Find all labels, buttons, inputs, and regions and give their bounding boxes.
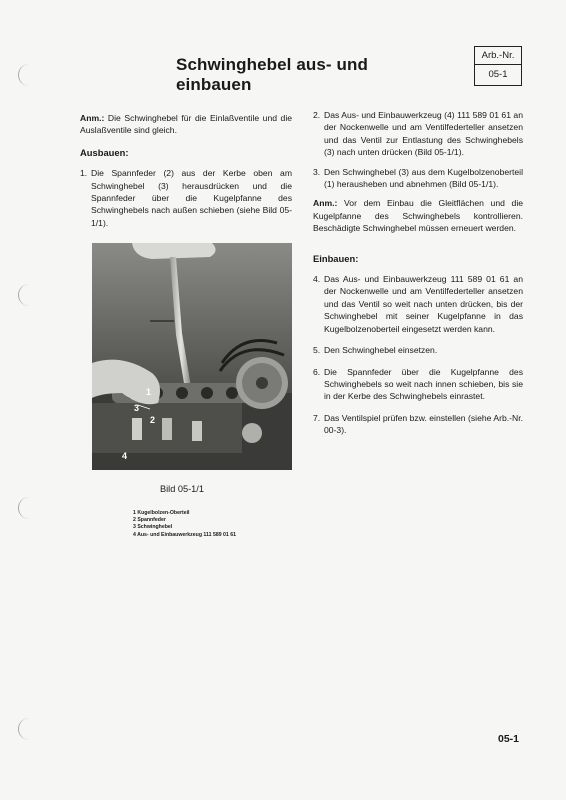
step-number: 5. xyxy=(313,345,321,356)
binder-hole xyxy=(18,718,33,740)
legend-item: 4 Aus- und Einbauwerkzeug 111 589 01 61 xyxy=(133,531,237,538)
binder-hole xyxy=(18,64,33,86)
note-text: Die Schwinghebel für die Einlaßventile und die Auslaßventile sind gleich. xyxy=(80,113,293,136)
right-column xyxy=(313,109,523,444)
work-number-box xyxy=(474,46,522,86)
note-text: Vor dem Einbau die Gleitflächen und die Kugelpfanne des Schwinghebels kontrollieren. Beschädigte Schwinghebel müssen erneuert werden. xyxy=(313,198,524,234)
step-text: Den Schwinghebel einsetzen. xyxy=(324,345,438,356)
callout-number: 1 xyxy=(146,387,152,397)
callout-number: 2 xyxy=(150,415,156,425)
note-label: Anm.: xyxy=(313,198,338,209)
engine-photo xyxy=(92,243,292,470)
page-number: 05-1 xyxy=(498,733,520,745)
callout-number: 4 xyxy=(122,451,128,461)
engine-photo-image xyxy=(92,243,292,470)
legend-item: 1 Kugelbolzen-Oberteil xyxy=(133,510,190,516)
left-column xyxy=(80,112,292,236)
section-title-einbauen: Einbauen: xyxy=(313,252,359,264)
step-number: 7. xyxy=(313,412,321,423)
note-paragraph xyxy=(313,197,523,234)
work-number-label: Arb.-Nr. xyxy=(475,47,521,65)
legend-item: 3 Schwinghebel xyxy=(133,524,173,531)
binder-hole xyxy=(18,497,33,519)
callout-number: 3 xyxy=(134,403,140,413)
step-text: Das Ventilspiel prüfen bzw. einstellen (siehe Arb.-Nr. 00-3). xyxy=(324,412,523,436)
section-title-ausbauen: Ausbauen: xyxy=(80,146,129,158)
step-number: 1. xyxy=(80,168,88,179)
binder-hole xyxy=(18,284,33,306)
legend-item: 2 Spannfeder xyxy=(133,517,166,524)
step-text: Die Spannfeder (2) aus der Kerbe oben am Schwinghebel (3) herausdrücken und die Spannfeder über die Kugelpfanne des Schwinghebels nach außen schieben (siehe Bild 05-1/1). xyxy=(91,168,292,228)
step-item xyxy=(313,366,523,403)
figure-legend xyxy=(133,510,303,539)
step-number: 2. xyxy=(313,110,321,120)
step-item xyxy=(313,412,523,437)
step-number: 3. xyxy=(313,166,321,177)
step-number: 4. xyxy=(313,274,321,285)
step-text: Die Spannfeder über die Kugelpfanne des Schwinghebels so weit nach innen schieben, bis sie in der Kerbe des Schwinghebels einrastet. xyxy=(324,366,523,402)
work-number-value: 05-1 xyxy=(488,69,508,80)
step-text: Das Aus- und Einbauwerkzeug (4) 111 589 01 61 an der Nockenwelle und am Ventilfederteller ansetzen und das Ventil zur Entlastung des Schwinghebels (3) nach unten drücken (Bild 05-1/1). xyxy=(324,110,523,158)
step-item xyxy=(313,109,523,159)
step-text: Das Aus- und Einbauwerkzeug 111 589 01 61 an der Nockenwelle und am Ventilfederteller ansetzen und das Ventil so weit nach unten drücken, bis der Schwinghebel mit seiner Kugelpfanne in das Kugelbolzenoberteil eingesetzt werden kann. xyxy=(324,274,523,334)
note-label: Anm.: xyxy=(80,113,105,123)
step-item xyxy=(313,166,523,191)
step-item xyxy=(313,273,523,335)
note-paragraph xyxy=(80,112,292,137)
figure-caption: Bild 05-1/1 xyxy=(160,484,204,494)
step-item xyxy=(80,167,292,229)
page-title: Schwinghebel aus- und einbauen xyxy=(176,55,368,94)
step-text: Den Schwinghebel (3) aus dem Kugelbolzenoberteil (1) herausheben und abnehmen (Bild 05-1/1). xyxy=(324,166,523,190)
step-number: 6. xyxy=(313,366,321,377)
step-item xyxy=(313,344,523,356)
